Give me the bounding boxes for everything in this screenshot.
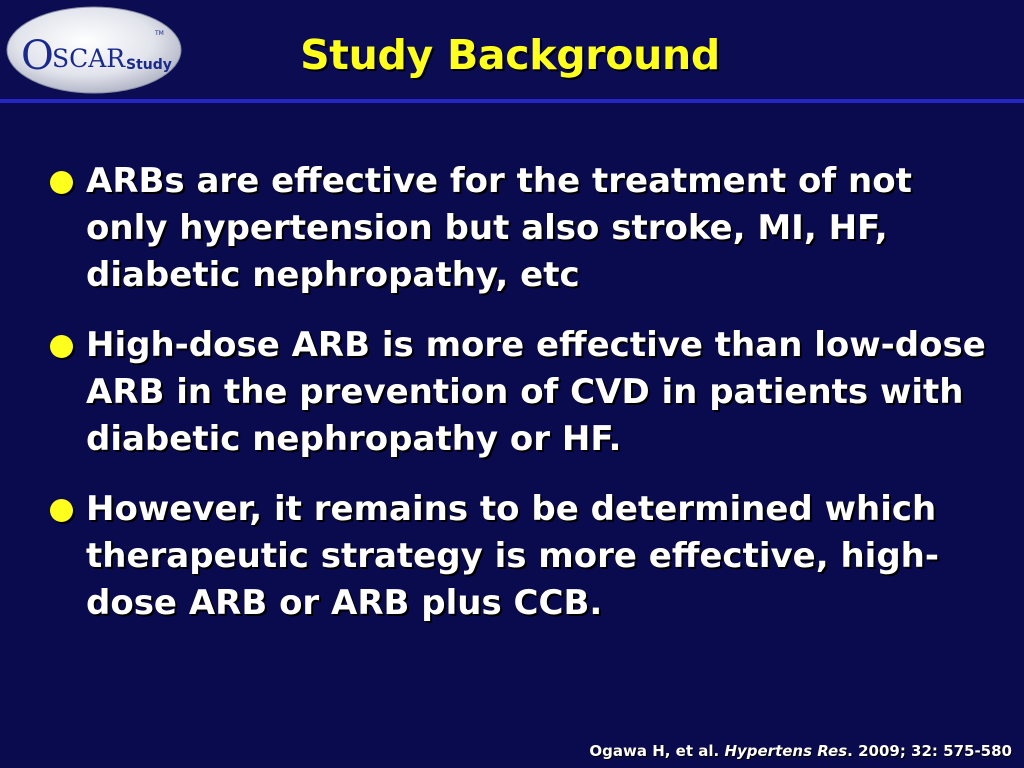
logo-study: Study (126, 57, 172, 73)
header-divider (0, 99, 1024, 103)
logo-word: SCAR (52, 44, 126, 73)
bullet-item (50, 158, 1000, 299)
bullet-item (50, 322, 1000, 463)
citation (589, 741, 1012, 761)
bullet-dot-icon (50, 335, 73, 358)
bullet-text: However, it remains to be determined which therapeutic strategy is more effective, high-dose ARB or ARB plus CCB. (86, 489, 939, 623)
logo-letter-o: O (21, 33, 54, 79)
bullet-text: High-dose ARB is more effective than low-dose ARB in the prevention of CVD in patients with diabetic nephropathy or HF. (86, 325, 986, 459)
slide-title: Study Background (300, 31, 720, 79)
logo-trademark: TM (155, 30, 164, 37)
citation-journal: Hypertens Res (724, 742, 848, 760)
bullet-text: ARBs are effective for the treatment of not only hypertension but also stroke, MI, HF, diabetic nephropathy, etc (86, 161, 912, 295)
oscar-study-logo (5, 5, 183, 95)
bullet-dot-icon (50, 499, 73, 522)
citation-details: . 2009; 32: 575-580 (847, 742, 1012, 760)
bullet-item (50, 486, 1000, 627)
citation-authors: Ogawa H, et al. (589, 742, 720, 760)
bullet-list (50, 158, 1000, 650)
bullet-dot-icon (50, 171, 73, 194)
